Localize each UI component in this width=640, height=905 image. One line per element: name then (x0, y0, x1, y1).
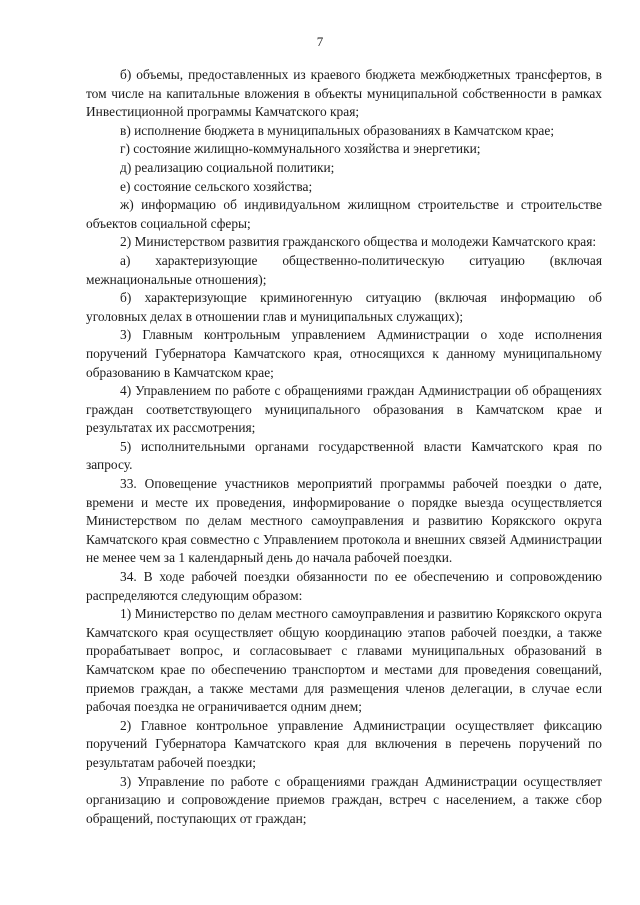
paragraph: 1) Министерство по делам местного самоуправления и развитию Корякского округа Камчатского края осуществляет общую координацию этапов рабочей поездки, а также прорабатывает вопрос, и согласовывает с главами муниципальных образований в Камчатском крае по обеспечению транспортом и местами для проведения совещаний, приемов граждан, а также местами для размещения членов делегации, в случае если рабочая поездка не ограничивается одним днем; (86, 606, 602, 715)
paragraph: в) исполнение бюджета в муниципальных образованиях в Камчатском крае; (120, 122, 555, 138)
paragraph: 2) Министерством развития гражданского общества и молодежи Камчатского края: (120, 234, 597, 250)
paragraph: 34. В ходе рабочей поездки обязанности по ее обеспечению и сопровождению распределяются следующим образом: (86, 569, 602, 603)
paragraph: 4) Управлением по работе с обращениями граждан Администрации об обращениях граждан соответствующего муниципального образования в Камчатском крае и результатах их рассмотрения; (86, 383, 602, 436)
paragraph: а) характеризующие общественно-политическую ситуацию (включая межнациональные отношения); (86, 252, 602, 287)
paragraph: д) реализацию социальной политики; (120, 159, 335, 175)
paragraph: 2) Главное контрольное управление Администрации осуществляет фиксацию поручений Губернатора Камчатского края для включения в перечень поручений по результатам рабочей поездки; (86, 717, 602, 770)
paragraph: б) характеризующие криминогенную ситуацию (включая информацию об уголовных делах в отношении глав и муниципальных служащих); (86, 290, 602, 324)
paragraph: 5) исполнительными органами государственной власти Камчатского края по запросу. (86, 438, 602, 473)
paragraph: ж) информацию об индивидуальном жилищном строительстве и строительстве объектов социальной сферы; (86, 197, 602, 231)
document-body (86, 66, 602, 828)
paragraph: 33. Оповещение участников мероприятий программы рабочей поездки о дате, времени и месте их проведения, информирование о порядке выезда осуществляется Министерством по делам местного самоуправления и развитию Корякского округа Камчатского края совместно с Управлением протокола и внешних связей Администрации не менее чем за 1 календарный день до начала рабочей поездки. (86, 476, 602, 566)
paragraph: г) состояние жилищно-коммунального хозяйства и энергетики; (120, 141, 481, 157)
paragraph: е) состояние сельского хозяйства; (120, 178, 313, 194)
page-number: 7 (316, 34, 324, 49)
paragraph: б) объемы, предоставленных из краевого бюджета межбюджетных трансфертов, в том числе на капитальные вложения в объекты муниципальной собственности в рамках Инвестиционной программы Камчатского края; (86, 67, 602, 120)
paragraph: 3) Управление по работе с обращениями граждан Администрации осуществляет организацию и сопровождение приемов граждан, встреч с населением, а также сбор обращений, поступающих от граждан; (86, 773, 602, 826)
paragraph: 3) Главным контрольным управлением Администрации о ходе исполнения поручений Губернатора Камчатского края, относящихся к данному муниципальному образованию в Камчатском крае; (86, 327, 602, 380)
